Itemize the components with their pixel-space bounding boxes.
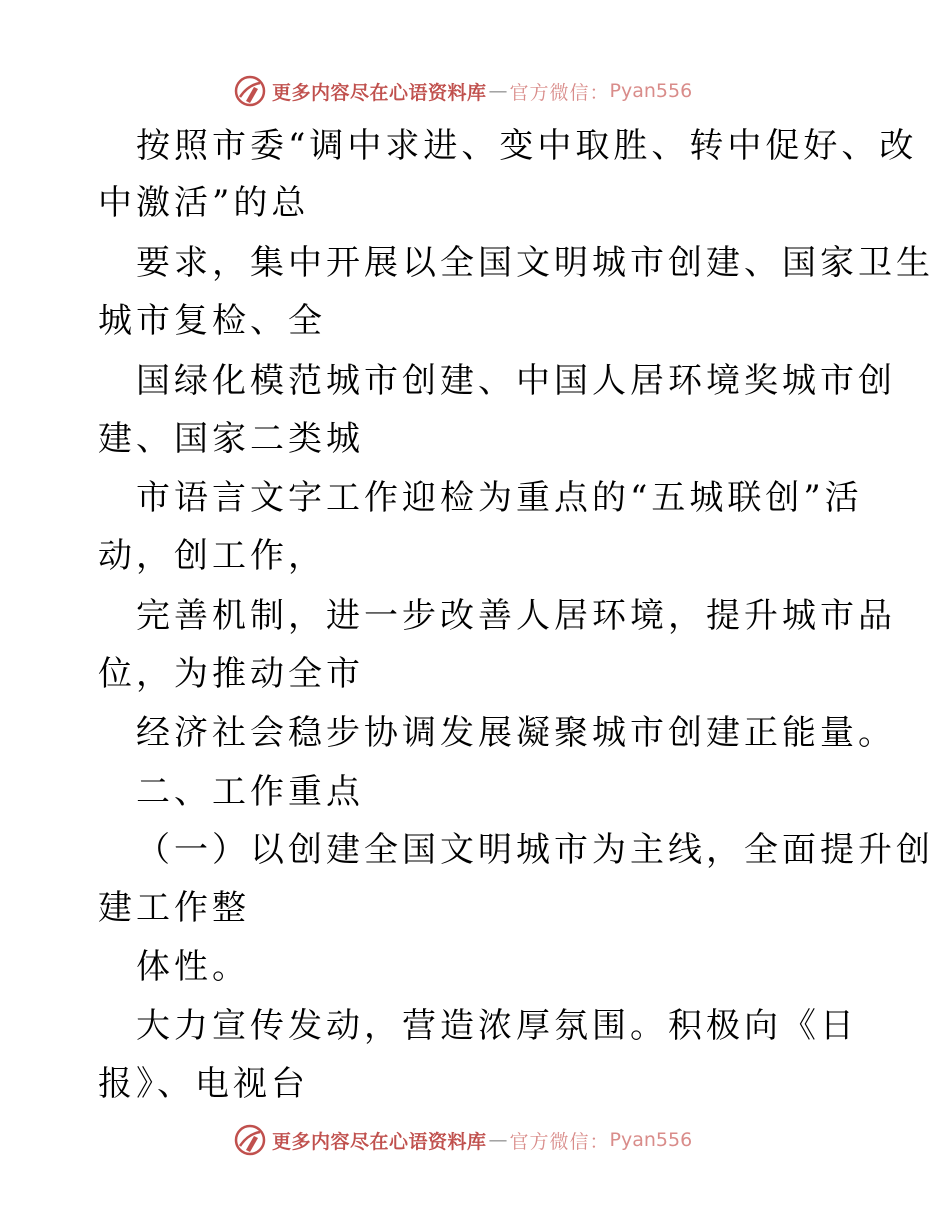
watermark-text: 更多内容尽在心语资料库	[272, 81, 487, 104]
body-line: 完善机制，进一步改善人居环境，提升城市品	[136, 596, 896, 636]
watermark-dash: —	[488, 1129, 508, 1151]
watermark-contact-label: 官方微信：	[509, 1130, 610, 1153]
body-line: 市语言文字工作迎检为重点的“五城联创”活	[136, 478, 863, 518]
body-line: 动，创工作，	[98, 536, 326, 576]
section-heading: 二、工作重点	[136, 772, 364, 812]
body-line: 要求，集中开展以全国文明城市创建、国家卫生	[136, 243, 934, 283]
body-line: 大力宣传发动，营造浓厚氛围。积极向《日	[136, 1006, 858, 1046]
header-watermark	[234, 73, 692, 109]
body-line: 按照市委“调中求进、变中取胜、转中促好、改	[136, 126, 918, 166]
body-line: 报》、电视台	[98, 1064, 309, 1104]
watermark-contact-id: Pyan556	[609, 1129, 693, 1151]
subsection-heading: （一）以创建全国文明城市为主线，全面提升创	[136, 830, 934, 870]
watermark-dash: —	[488, 80, 508, 102]
body-line: 位，为推动全市	[98, 654, 364, 694]
body-line: 体性。	[136, 947, 250, 987]
pen-logo-icon	[234, 75, 266, 107]
body-line: 中激活”的总	[98, 183, 310, 223]
body-line: 建工作整	[98, 888, 250, 928]
body-line: 城市复检、全	[98, 301, 326, 341]
footer-watermark	[234, 1122, 692, 1158]
watermark-contact-label: 官方微信：	[509, 81, 610, 104]
body-line: 国绿化模范城市创建、中国人居环境奖城市创	[136, 361, 896, 401]
body-line: 建、国家二类城	[98, 419, 364, 459]
body-line: 经济社会稳步协调发展凝聚城市创建正能量。	[136, 713, 896, 753]
watermark-text: 更多内容尽在心语资料库	[272, 1130, 487, 1153]
pen-logo-icon	[234, 1124, 266, 1156]
watermark-contact-id: Pyan556	[609, 80, 693, 102]
